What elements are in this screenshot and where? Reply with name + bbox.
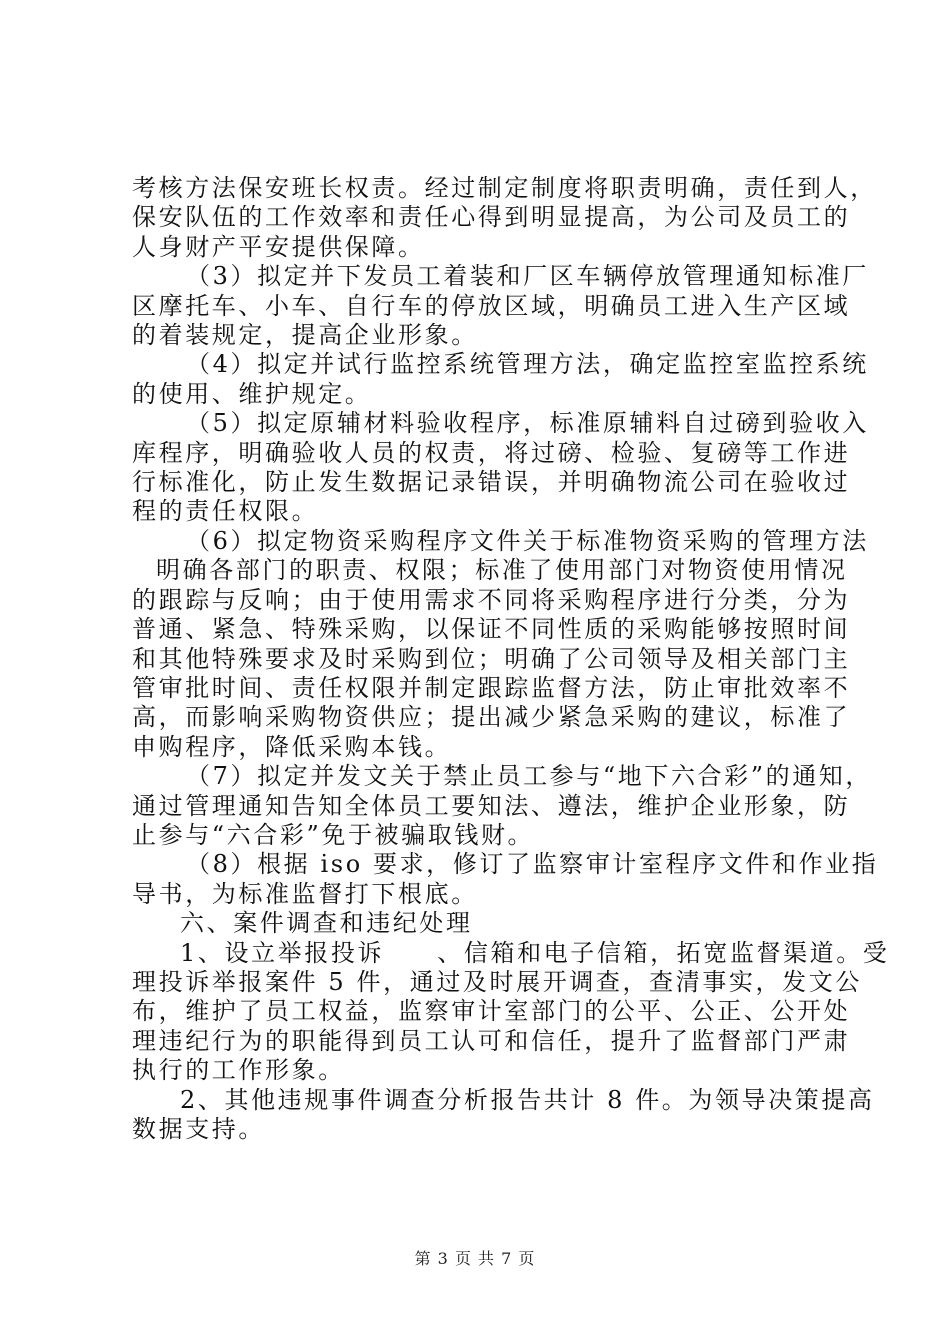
text-line: 通过管理通知告知全体员工要知法、遵法，维护企业形象，防 [132,791,851,820]
text-line: 布，维护了员工权益，监察审计室部门的公平、公正、公开处 [132,997,851,1026]
text-line: 和其他特殊要求及时采购到位；明确了公司领导及相关部门主 [132,644,851,673]
text-line: 数据支持。 [132,1115,265,1143]
text-line: 管审批时间、责任权限并制定跟踪监督方法，防止审批效率不 [132,673,851,702]
text-line: 的着装规定，提高企业形象。 [132,321,478,350]
text-line: 止参与“六合彩”免于被骗取钱财。 [132,820,535,849]
text-line: 库程序，明确验收人员的权责，将过磅、检验、复磅等工作进 [132,438,851,467]
text-line: 理违纪行为的职能得到员工认可和信任，提升了监督部门严肃 [132,1026,851,1055]
text-line: 保安队伍的工作效率和责任心得到明显提高，为公司及员工的 [132,203,851,232]
item-1-start: 1、设立举报投诉 、信箱和电子信箱，拓宽监督渠道。受 [180,938,890,967]
section-heading: 六、案件调查和违纪处理 [180,909,473,938]
text-line: 的使用、维护规定。 [132,379,372,408]
text-line: 的跟踪与反响；由于使用需求不同将采购程序进行分类，分为 [132,585,851,614]
page-number-footer: 第 3 页 共 7 页 [414,1249,536,1268]
paragraph-5-start: （5）拟定原辅材料验收程序，标准原辅料自过磅到验收入 [186,409,869,438]
text-line: 理投诉举报案件 5 件，通过及时展开调查，查清事实，发文公 [132,967,862,996]
paragraph-7-start: （7）拟定并发文关于禁止员工参与“地下六合彩”的通知， [186,762,873,791]
text-line: 普通、紧急、特殊采购，以保证不同性质的采购能够按照时间 [132,615,851,644]
paragraph-4-start: （4）拟定并试行监控系统管理方法，确定监控室监控系统 [186,350,869,379]
text-line: 程的责任权限。 [132,497,319,526]
text-line: 行标准化，防止发生数据记录错误，并明确物流公司在验收过 [132,468,851,497]
paragraph-6-start: （6）拟定物资采购程序文件关于标准物资采购的管理方法 [186,526,869,555]
text-line: 人身财产平安提供保障。 [132,232,425,261]
text-line: 高，而影响采购物资供应；提出减少紧急采购的建议，标准了 [132,703,851,732]
text-line: 申购程序，降低采购本钱。 [132,732,452,761]
text-line: 执行的工作形象。 [132,1056,345,1085]
paragraph-3-start: （3）拟定并下发员工着装和厂区车辆停放管理通知标准厂 [186,262,869,291]
text-line: 区摩托车、小车、自行车的停放区域，明确员工进入生产区域 [132,291,851,320]
text-line: 考核方法保安班长权责。经过制定制度将职责明确，责任到人， [132,174,877,202]
document-body [132,174,890,1144]
text-line: 导书，为标准监督打下根底。 [132,879,478,908]
item-2-start: 2、其他违规事件调查分析报告共计 8 件。为领导决策提高 [180,1085,875,1114]
text-line: 明确各部门的职责、权限；标准了使用部门对物资使用情况 [156,556,848,585]
paragraph-8-start: （8）根据 iso 要求，修订了监察审计室程序文件和作业指 [186,850,879,879]
